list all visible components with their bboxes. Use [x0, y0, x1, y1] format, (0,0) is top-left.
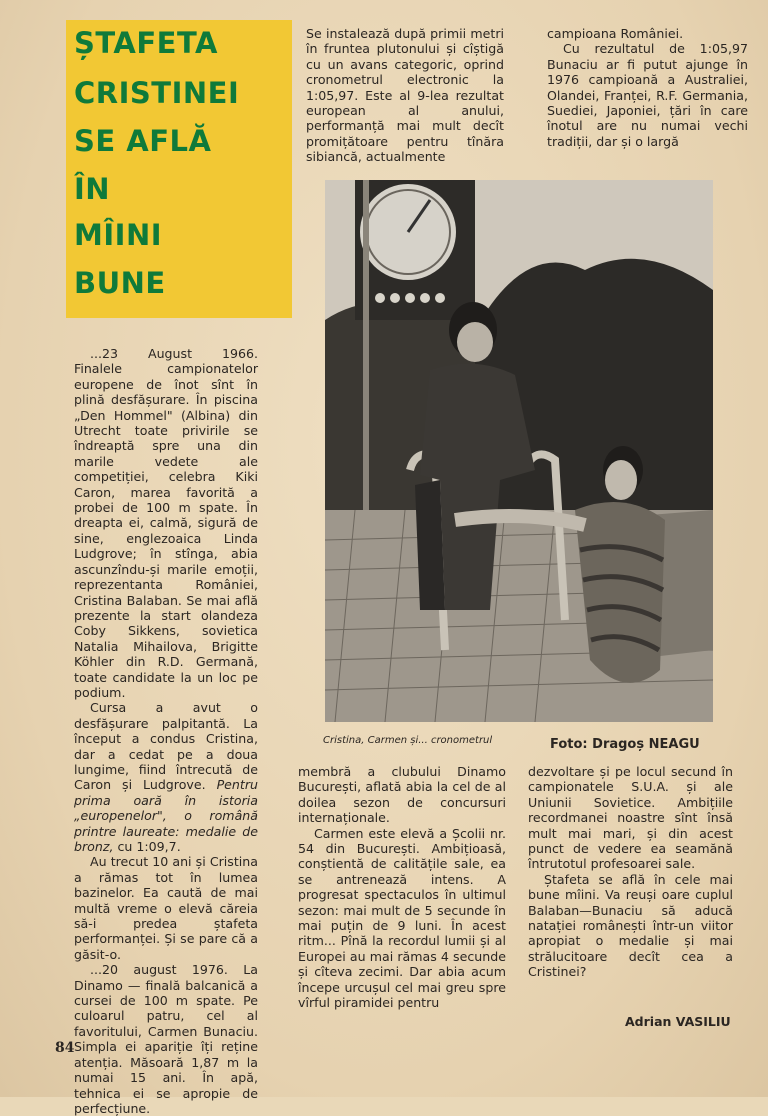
paragraph: campioana României. — [547, 26, 684, 41]
title-box — [66, 20, 292, 318]
paragraph: Ștafeta se află în cele mai bune mîini. Va reuși oare cuplul Balaban—Bunaciu să aducă natației românești într-un viitor apropiat o medalie și mai strălucitoare decît cea a Cristinei? — [528, 871, 733, 980]
paragraph — [74, 700, 258, 854]
title-line: ȘTAFETA — [74, 26, 218, 60]
italic-highlight: Pentru prima oară în istoria „europenelor", o română printre laureate: medalie de bronz, — [74, 777, 258, 854]
title-line: CRISTINEI — [74, 76, 240, 110]
swimmers-photo — [325, 180, 713, 722]
photo-caption: Cristina, Carmen și... cronometrul — [323, 735, 493, 746]
page-number: 84 — [55, 1040, 75, 1056]
article-column-2-top — [306, 26, 504, 165]
paragraph: Carmen este elevă a Școlii nr. 54 din București. Ambițioasă, conștientă de calitățile sale, ea se antrenează intens. A progresat spectaculos în ultimul sezon: mai mult de 5 secunde în mai puțin de 9 luni. În acest ritm... Pînă la recordul lumii și al Europei au mai rămas 4 secunde și cîteva zecimi. Dar abia acum începe urcușul cel mai greu spre vîrful piramidei pentru — [298, 825, 506, 1011]
article-column-2-bottom — [298, 764, 506, 1011]
paragraph-text: Cursa a avut o desfășurare palpitantă. La început a condus Cristina, dar a cedat pe a doua lungime, fiind întrecută de Caron și Ludgrove. — [74, 700, 258, 793]
paragraph: ...23 August 1966. Finalele campionatelor europene de înot sînt în plină desfășurare. În piscina „Den Hommel" (Albina) din Utrecht toate privirile se îndreaptă spre una din marile vedete ale competiției, celebra Kiki Caron, marea favorită a probei de 100 m spate. În dreapta ei, calmă, sigură de sine, englezoaica Linda Ludgrove; în stînga, abia ascunzîndu-și marile emoții, reprezentanta României, Cristina Balaban. Se mai află prezente la start olandeza Coby Sikkens, sovietica Natalia Mihailova, Brigitte Köhler din R.D. Germană, toate candidate la un loc pe podium. — [74, 346, 258, 700]
author-signature: Adrian VASILIU — [625, 1014, 731, 1029]
paragraph: membră a clubului Dinamo București, aflată abia la cel de al doilea sezon de concursuri internaționale. — [298, 764, 506, 826]
paragraph: dezvoltare și pe locul secund în campionatele S.U.A. și ale Uniunii Sovietice. Ambițiile recordmanei noastre sînt însă mult mai mari, și din acest punct de vedere ea seamănă întrutotul profesoarei sale. — [528, 764, 733, 872]
italic-tail: cu 1:09,7. — [113, 839, 181, 854]
paragraph: Cu rezultatul de 1:05,97 Bunaciu ar fi putut ajunge în 1976 campioană a Australiei, Olandei, Franței, R.F. Germania, Suediei, Japoniei, țări în care înotul are nu numai vechi tradiții, dar și o largă — [547, 41, 748, 149]
title-line: ÎN — [74, 172, 111, 206]
photo — [325, 180, 713, 722]
paragraph: ...20 august 1976. La Dinamo — finală balcanică a cursei de 100 m spate. Pe culoarul patru, cel al favoritului, Carmen Bunaciu. Simpla ei apariție îți reține atenția. Măsoară 1,87 m la numai 15 ani. În apă, tehnica ei se apropie de perfecțiune. — [74, 962, 258, 1116]
title-line: MÎINI — [74, 218, 162, 252]
paragraph: Au trecut 10 ani și Cristina a rămas tot în lumea bazinelor. Ea caută de mai multă vreme o elevă căreia să-i predea ștafeta performanței. Și se pare că a găsit-o. — [74, 854, 258, 962]
article-column-3-bottom — [528, 764, 733, 980]
title-line: BUNE — [74, 266, 166, 300]
paragraph: Se instalează după primii metri în fruntea plutonului și cîștigă cu un avans categoric, oprind cronometrul electronic la 1:05,97. Este al 9-lea rezultat european al anului, performanță mai mult decît promițătoare pentru tînăra sibiancă, actualmente — [306, 26, 504, 165]
article-column-1 — [74, 346, 258, 1116]
article-column-3-top — [547, 26, 748, 149]
title-line: SE AFLĂ — [74, 124, 212, 158]
photo-credit: Foto: Dragoș NEAGU — [550, 737, 700, 752]
